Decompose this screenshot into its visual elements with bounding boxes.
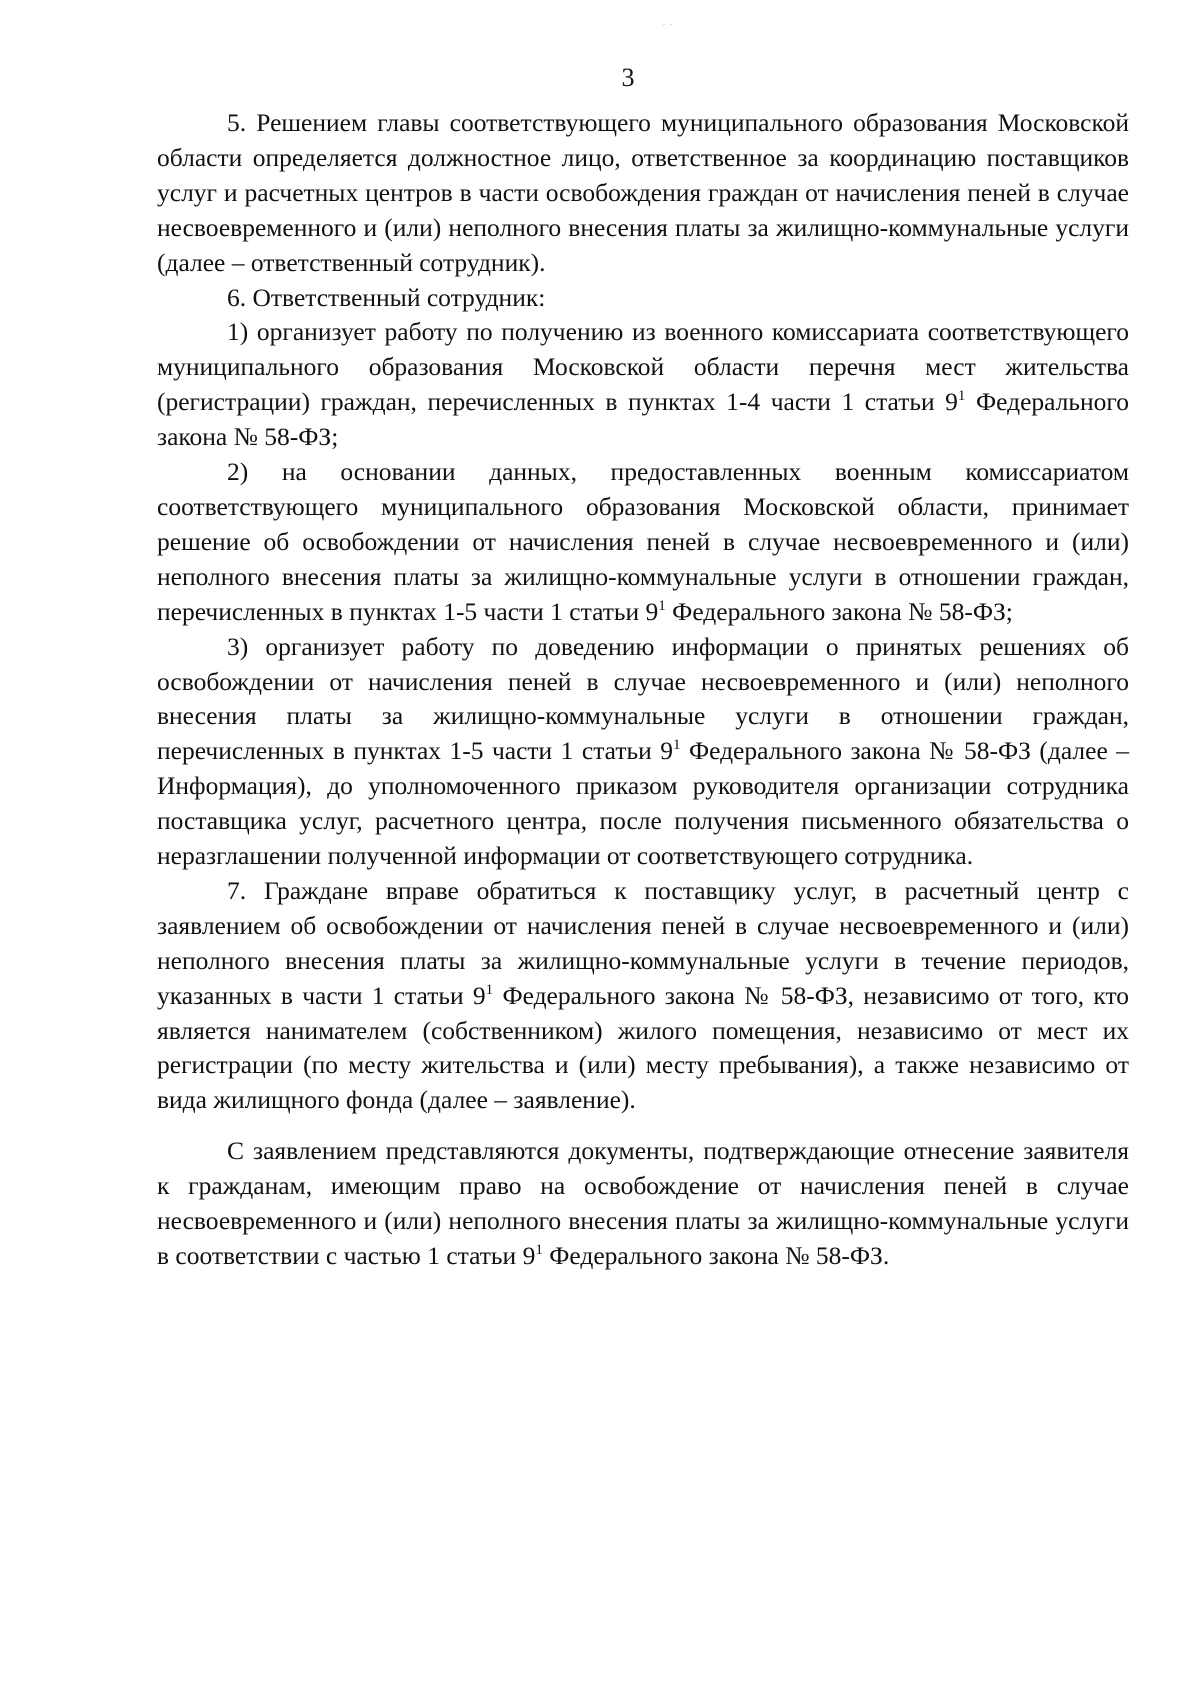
paragraph-tail: Федерального закона № 58-ФЗ; [665,596,1013,626]
paragraph-text: С заявлением представляются документы, подтверждающие отнесение заявителя к гражданам, имеющим право на освобождение от начисления пеней в случае несвоевременного и (или) неполного внесения платы за жилищно-коммунальные услуги в соответствии с частью 1 статьи 9 [157,1136,1129,1270]
paragraph-6-heading [157,281,1129,316]
paragraph-text: 3) организует работу по доведению информации о принятых решениях об освобождении от начисления пеней в случае несвоевременного и (или) неполного внесения платы за жилищно-коммунальные услуги в отношении граждан, перечисленных в пунктах 1-5 части 1 статьи 9 [157,631,1129,766]
paragraph-tail: Федерального закона № 58-ФЗ (далее – Информация), до уполномоченного приказом руководителя организации сотрудника поставщика услуг, расчетного центра, после получения письменного обязательства о неразглашении полученной информации от соответствующего сотрудника. [157,736,1129,871]
superscript: 1 [658,597,666,614]
paragraph-6-item-1 [157,315,1129,455]
superscript: 1 [672,737,681,754]
superscript: 1 [485,981,494,998]
paragraph-text: 2) на основании данных, предоставленных военным комиссариатом соответствующего муниципального образования Московской области, принимает решение об освобождении от начисления пеней в случае несвоевременного и (или) неполного внесения платы за жилищно-коммунальные услуги в отношении граждан, перечисленных в пунктах 1-5 части 1 статьи 9 [157,457,1129,626]
paragraph-6-item-3 [157,630,1129,874]
paragraph-tail: Федерального закона № 58-ФЗ; [157,387,1129,452]
paragraph-5-responsible-official [157,106,1129,281]
superscript: 1 [957,388,966,405]
paragraph-text: 1) организует работу по получению из военного комиссариата соответствующего муниципального образования Московской области перечня мест жительства (регистрации) граждан, перечисленных в пунктах 1-4 части 1 статьи 9 [157,317,1129,417]
superscript: 1 [535,1242,543,1258]
paragraph-tail: Федерального закона № 58-ФЗ, независимо от того, кто является нанимателем (собственником) жилого помещения, независимо от мест их регистрации (по месту жительства и (или) месту пребывания), а также независимо от вида жилищного фонда (далее – заявление). [157,980,1130,1115]
paragraph-text: 5. Решением главы соответствующего муниципального образования Московской области определяется должностное лицо, ответственное за координацию поставщиков услуг и расчетных центров в части освобождения граждан от начисления пеней в случае несвоевременного и (или) неполного внесения платы за жилищно-коммунальные услуги (далее – ответственный сотрудник). [157,108,1129,277]
paragraph-7-citizens-right [157,874,1129,1118]
document-body [157,106,1129,1274]
paragraph-tail: Федерального закона № 58-ФЗ. [542,1241,890,1270]
paragraph-text: 6. Ответственный сотрудник: [227,282,546,312]
paragraph-supporting-documents [157,1134,1129,1274]
scan-speck: · · [662,17,673,31]
paragraph-text: 7. Граждане вправе обратиться к поставщику услуг, в расчетный центр с заявлением об освобождении от начисления пеней в случае несвоевременного и (или) неполного внесения платы за жилищно-коммунальные услуги в течение периодов, указанных в части 1 статьи 9 [157,875,1129,1010]
paragraph-6-item-2 [157,455,1129,630]
page-number: 3 [621,63,635,92]
